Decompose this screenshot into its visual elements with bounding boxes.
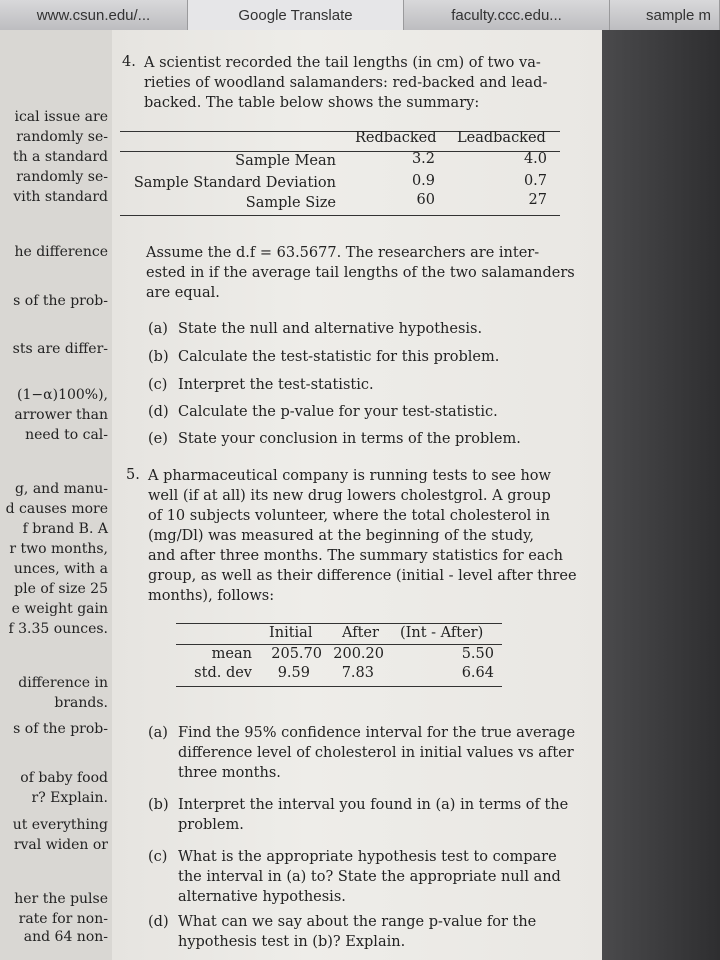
q5-part-a-line: difference level of cholesterol in initial values vs after bbox=[178, 745, 574, 761]
tab-label: faculty.ccc.edu... bbox=[451, 6, 562, 24]
browser-tab-bar bbox=[0, 0, 720, 31]
fragment-text: rval widen or bbox=[13, 837, 108, 853]
table-cell: 7.83 bbox=[341, 665, 374, 681]
part-label: (d) bbox=[148, 914, 169, 930]
q5-part-c-line: What is the appropriate hypothesis test to compare bbox=[178, 849, 557, 865]
fragment-text: ple of size 25 bbox=[14, 581, 108, 597]
table-header-rule bbox=[176, 644, 502, 645]
fragment-text: th a standard bbox=[12, 149, 108, 165]
q4-assume-line: ested in if the average tail lengths of the two salamanders bbox=[146, 265, 575, 281]
question-4-number: 4. bbox=[122, 54, 136, 70]
table-cell: 0.9 bbox=[411, 173, 435, 189]
q4-assume-line: Assume the d.f = 63.5677. The researchers are inter- bbox=[146, 245, 540, 261]
fragment-text: ut everything bbox=[12, 817, 108, 833]
table-cell: 60 bbox=[416, 192, 435, 208]
q5-part-a-line: Find the 95% confidence interval for the true average bbox=[178, 725, 576, 741]
fragment-text: s of the prob- bbox=[13, 293, 108, 309]
q5-intro-line: (mg/Dl) was measured at the beginning of the study, bbox=[148, 528, 534, 544]
q4-assume-line: are equal. bbox=[146, 285, 220, 301]
table-cell: 3.2 bbox=[411, 151, 435, 167]
col-header: (Int - After) bbox=[400, 625, 484, 641]
table-cell: 200.20 bbox=[333, 646, 384, 662]
row-label: Sample Size bbox=[245, 195, 336, 211]
q5-intro-line: well (if at all) its new drug lowers cholestgrol. A group bbox=[148, 488, 551, 504]
q5-intro-line: of 10 subjects volunteer, where the total cholesterol in bbox=[148, 508, 550, 524]
table-cell: 6.64 bbox=[461, 665, 494, 681]
fragment-text: e weight gain bbox=[11, 601, 108, 617]
q5-intro-line: and after three months. The summary statistics for each bbox=[148, 548, 563, 564]
q4-part-c: Interpret the test-statistic. bbox=[178, 377, 374, 393]
part-label: (b) bbox=[148, 797, 169, 813]
tab-label: www.csun.edu/... bbox=[36, 6, 151, 24]
col-header: Initial bbox=[269, 625, 313, 641]
fragment-text: ical issue are bbox=[14, 109, 108, 125]
tab-label: Google Translate bbox=[238, 6, 353, 24]
q4-part-e: State your conclusion in terms of the problem. bbox=[178, 431, 521, 447]
part-label: (c) bbox=[148, 849, 168, 865]
q5-intro-line: group, as well as their difference (initial - level after three bbox=[148, 568, 577, 584]
fragment-text: r? Explain. bbox=[31, 790, 108, 806]
q4-intro-line: rieties of woodland salamanders: red-backed and lead- bbox=[144, 75, 548, 91]
table-cell: 27 bbox=[528, 192, 547, 208]
tab-faculty-ccc[interactable] bbox=[404, 0, 610, 30]
row-label: std. dev bbox=[194, 665, 252, 681]
fragment-text: her the pulse bbox=[14, 891, 108, 907]
row-label: Sample Mean bbox=[235, 153, 336, 169]
q5-part-d-line: What can we say about the range p-value for the bbox=[178, 914, 537, 930]
fragment-text: brands. bbox=[54, 695, 108, 711]
tab-sample[interactable] bbox=[610, 0, 720, 30]
fragment-text: (1−α)100%), bbox=[17, 387, 108, 403]
table-cell: 0.7 bbox=[523, 173, 547, 189]
col-header: Redbacked bbox=[355, 130, 437, 146]
fragment-text: he difference bbox=[14, 244, 108, 260]
q4-intro-line: backed. The table below shows the summary: bbox=[144, 95, 480, 111]
row-label: Sample Standard Deviation bbox=[133, 175, 336, 191]
fragment-text: vith standard bbox=[13, 189, 108, 205]
part-label: (a) bbox=[148, 321, 168, 337]
tab-label: sample m bbox=[646, 6, 712, 24]
q5-part-b-line: problem. bbox=[178, 817, 244, 833]
q5-part-c-line: the interval in (a) to? State the appropriate null and bbox=[178, 869, 561, 885]
q4-part-a: State the null and alternative hypothesis. bbox=[178, 321, 483, 337]
fragment-text: randomly se- bbox=[16, 169, 108, 185]
right-dark-area bbox=[602, 30, 720, 960]
fragment-text: s of the prob- bbox=[13, 721, 108, 737]
q4-part-b: Calculate the test-statistic for this problem. bbox=[178, 349, 500, 365]
table-cell: 5.50 bbox=[461, 646, 494, 662]
row-label: mean bbox=[211, 646, 252, 662]
fragment-text: f 3.35 ounces. bbox=[8, 621, 108, 637]
table-top-rule bbox=[176, 623, 502, 624]
q5-part-c-line: alternative hypothesis. bbox=[178, 889, 346, 905]
q5-part-b-line: Interpret the interval you found in (a) in terms of the bbox=[178, 797, 569, 813]
fragment-text: rate for non- bbox=[18, 911, 108, 927]
fragment-text: difference in bbox=[18, 675, 108, 691]
fragment-text: r two months, bbox=[9, 541, 108, 557]
col-header: Leadbacked bbox=[457, 130, 546, 146]
part-label: (b) bbox=[148, 349, 169, 365]
q4-part-d: Calculate the p-value for your test-statistic. bbox=[178, 404, 498, 420]
table-cell: 4.0 bbox=[523, 151, 547, 167]
part-label: (c) bbox=[148, 377, 168, 393]
col-header: After bbox=[342, 625, 379, 641]
q5-intro-line: A pharmaceutical company is running tests to see how bbox=[148, 468, 551, 484]
fragment-text: randomly se- bbox=[16, 129, 108, 145]
q5-intro-line: months), follows: bbox=[148, 588, 275, 604]
fragment-text: d causes more bbox=[5, 501, 108, 517]
fragment-text: sts are differ- bbox=[12, 341, 108, 357]
table-cell: 9.59 bbox=[277, 665, 310, 681]
fragment-text: unces, with a bbox=[13, 561, 108, 577]
tab-google-translate[interactable] bbox=[188, 0, 404, 30]
left-page-fragment bbox=[0, 30, 112, 960]
part-label: (a) bbox=[148, 725, 168, 741]
fragment-text: f brand B. A bbox=[22, 521, 108, 537]
q4-intro-line: A scientist recorded the tail lengths (in cm) of two va- bbox=[144, 55, 541, 71]
fragment-text: of baby food bbox=[20, 770, 108, 786]
table-bottom-rule bbox=[120, 215, 560, 216]
table-bottom-rule bbox=[176, 686, 502, 687]
fragment-text: arrower than bbox=[14, 407, 108, 423]
question-5-number: 5. bbox=[126, 467, 140, 483]
q5-part-d-line: hypothesis test in (b)? Explain. bbox=[178, 934, 406, 950]
q5-part-a-line: three months. bbox=[178, 765, 281, 781]
fragment-text: and 64 non- bbox=[23, 929, 108, 945]
fragment-text: need to cal- bbox=[25, 427, 108, 443]
part-label: (e) bbox=[148, 431, 168, 447]
fragment-text: g, and manu- bbox=[14, 481, 108, 497]
tab-csun[interactable] bbox=[0, 0, 188, 30]
part-label: (d) bbox=[148, 404, 169, 420]
document-page bbox=[112, 30, 602, 960]
table-cell: 205.70 bbox=[271, 646, 322, 662]
